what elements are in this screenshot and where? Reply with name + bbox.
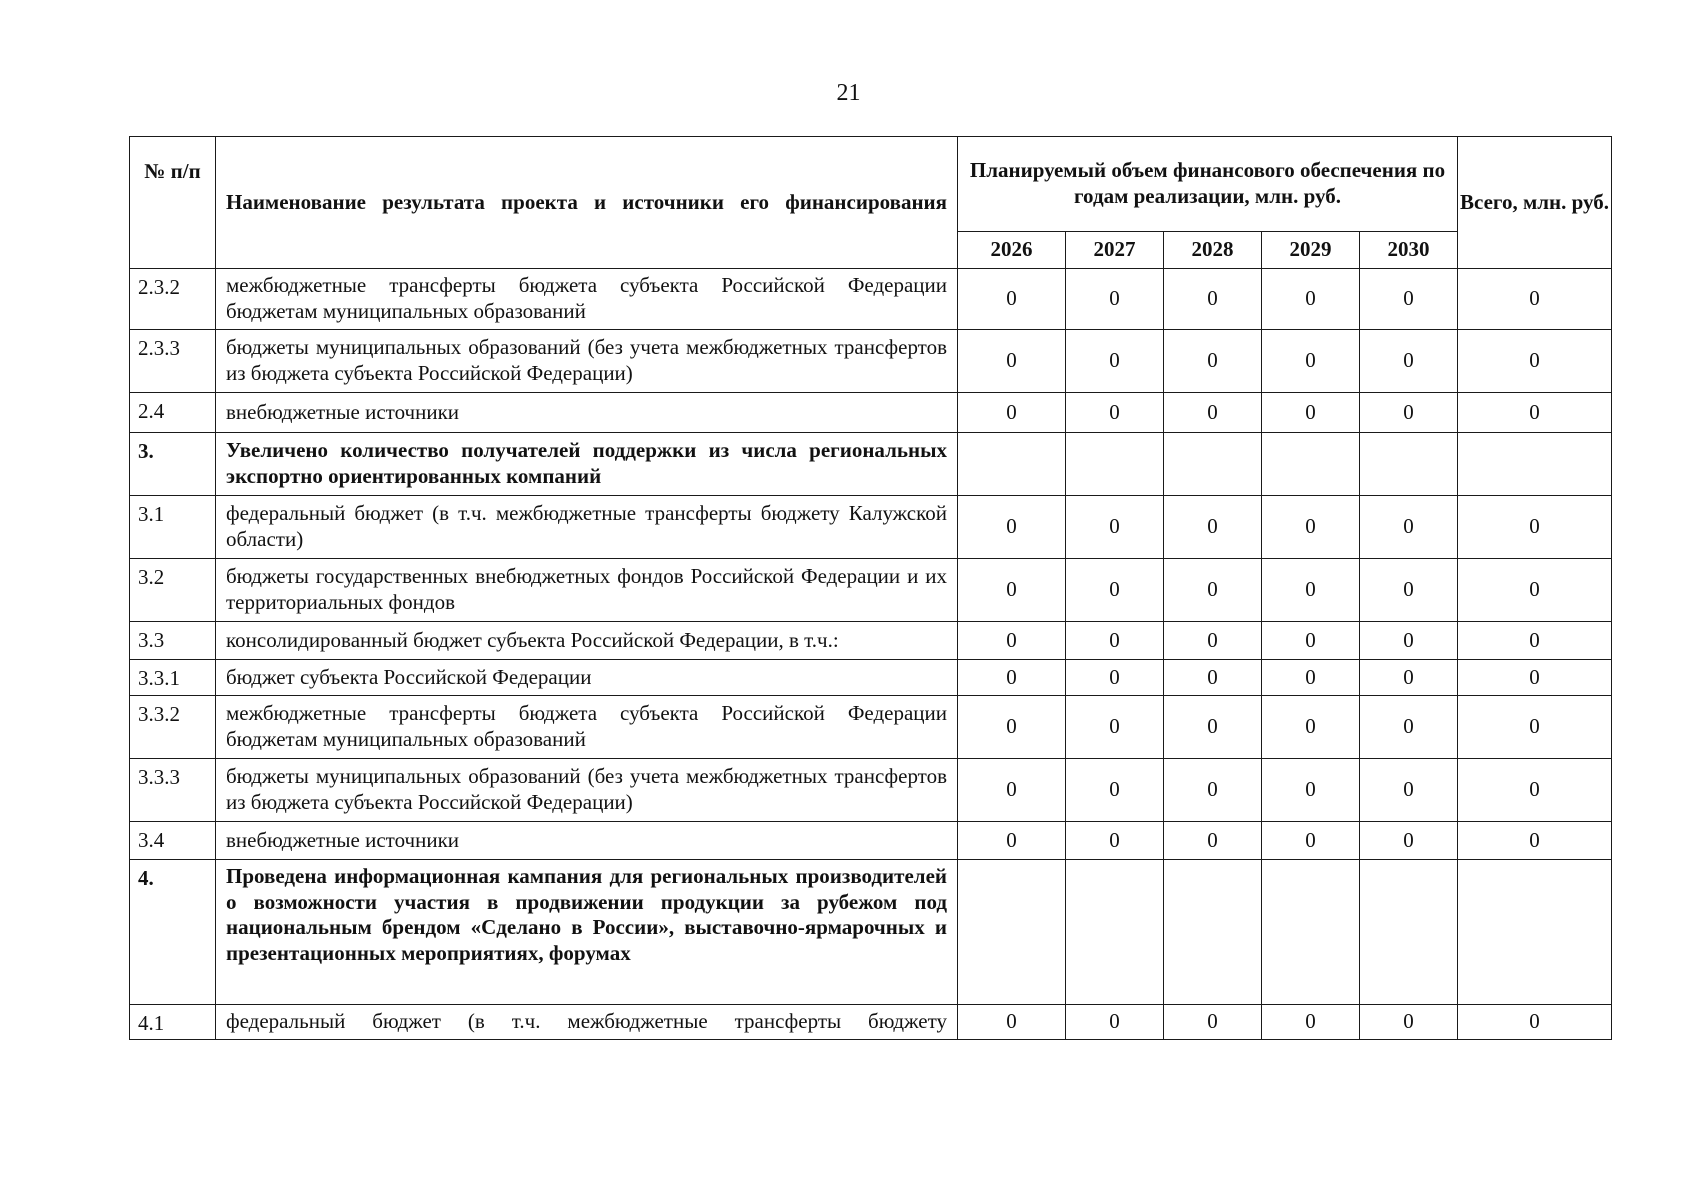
total-cell: 0 xyxy=(1458,696,1612,759)
value-cell: 0 xyxy=(1360,1005,1458,1040)
value-cell: 0 xyxy=(1066,496,1164,559)
value-cell: 0 xyxy=(1360,269,1458,330)
total-cell: 0 xyxy=(1458,393,1612,433)
value-cell: 0 xyxy=(958,822,1066,860)
row-number: 3.2 xyxy=(130,559,216,622)
value-cell: 0 xyxy=(1164,393,1262,433)
value-cell: 0 xyxy=(1360,759,1458,822)
total-cell xyxy=(1458,860,1612,1005)
value-cell: 0 xyxy=(1164,696,1262,759)
row-number: 3.3.3 xyxy=(130,759,216,822)
value-cell: 0 xyxy=(1164,660,1262,696)
row-name: консолидированный бюджет субъекта Российской Федерации, в т.ч.: xyxy=(216,622,958,660)
value-cell: 0 xyxy=(1360,496,1458,559)
value-cell: 0 xyxy=(958,393,1066,433)
row-name: межбюджетные трансферты бюджета субъекта Российской Федерации бюджетам муниципальных образований xyxy=(216,269,958,330)
value-cell xyxy=(1066,433,1164,496)
row-number: 3.3.2 xyxy=(130,696,216,759)
table-row xyxy=(130,393,1612,433)
header-year: 2030 xyxy=(1360,232,1458,269)
value-cell: 0 xyxy=(1066,393,1164,433)
value-cell: 0 xyxy=(1164,559,1262,622)
value-cell: 0 xyxy=(1066,759,1164,822)
row-name: бюджеты муниципальных образований (без учета межбюджетных трансфертов из бюджета субъекта Российской Федерации) xyxy=(216,759,958,822)
value-cell: 0 xyxy=(1262,496,1360,559)
table-row xyxy=(130,696,1612,759)
header-total: Всего, млн. руб. xyxy=(1458,137,1612,269)
value-cell xyxy=(958,860,1066,1005)
row-name: внебюджетные источники xyxy=(216,822,958,860)
value-cell: 0 xyxy=(1360,660,1458,696)
value-cell xyxy=(958,433,1066,496)
table-row xyxy=(130,269,1612,330)
value-cell xyxy=(1360,433,1458,496)
value-cell: 0 xyxy=(1360,559,1458,622)
table-row-group xyxy=(130,860,1612,1005)
row-number: 3. xyxy=(130,433,216,496)
row-name: бюджеты муниципальных образований (без учета межбюджетных трансфертов из бюджета субъекта Российской Федерации) xyxy=(216,330,958,393)
value-cell: 0 xyxy=(1164,496,1262,559)
value-cell: 0 xyxy=(1360,696,1458,759)
total-cell: 0 xyxy=(1458,496,1612,559)
total-cell: 0 xyxy=(1458,1005,1612,1040)
row-name: бюджет субъекта Российской Федерации xyxy=(216,660,958,696)
value-cell: 0 xyxy=(1262,622,1360,660)
financing-table xyxy=(129,136,1612,1040)
value-cell: 0 xyxy=(1262,330,1360,393)
table-row xyxy=(130,822,1612,860)
value-cell: 0 xyxy=(1262,393,1360,433)
value-cell: 0 xyxy=(1066,660,1164,696)
value-cell xyxy=(1262,433,1360,496)
total-cell: 0 xyxy=(1458,559,1612,622)
total-cell: 0 xyxy=(1458,759,1612,822)
table-row xyxy=(130,330,1612,393)
value-cell: 0 xyxy=(958,559,1066,622)
table-row-group xyxy=(130,433,1612,496)
row-number: 2.3.2 xyxy=(130,269,216,330)
value-cell: 0 xyxy=(1164,269,1262,330)
row-number: 4. xyxy=(130,860,216,1005)
row-number: 3.3.1 xyxy=(130,660,216,696)
table-row xyxy=(130,622,1612,660)
header-planned-volume: Планируемый объем финансового обеспечения по годам реализации, млн. руб. xyxy=(958,137,1458,232)
table-row xyxy=(130,559,1612,622)
header-year: 2028 xyxy=(1164,232,1262,269)
table-row xyxy=(130,1005,1612,1040)
value-cell: 0 xyxy=(1066,269,1164,330)
table-row xyxy=(130,759,1612,822)
table-row xyxy=(130,660,1612,696)
total-cell xyxy=(1458,433,1612,496)
value-cell xyxy=(1360,860,1458,1005)
row-number: 3.3 xyxy=(130,622,216,660)
row-number: 3.4 xyxy=(130,822,216,860)
header-number: № п/п xyxy=(130,137,216,269)
value-cell: 0 xyxy=(1066,330,1164,393)
total-cell: 0 xyxy=(1458,622,1612,660)
row-number: 4.1 xyxy=(130,1005,216,1040)
value-cell: 0 xyxy=(1066,822,1164,860)
value-cell: 0 xyxy=(1262,269,1360,330)
value-cell xyxy=(1164,860,1262,1005)
total-cell: 0 xyxy=(1458,822,1612,860)
value-cell: 0 xyxy=(1164,1005,1262,1040)
header-year: 2026 xyxy=(958,232,1066,269)
value-cell: 0 xyxy=(1360,393,1458,433)
value-cell: 0 xyxy=(958,269,1066,330)
value-cell: 0 xyxy=(1360,622,1458,660)
value-cell: 0 xyxy=(1164,759,1262,822)
value-cell: 0 xyxy=(1066,1005,1164,1040)
value-cell: 0 xyxy=(1262,1005,1360,1040)
value-cell: 0 xyxy=(1262,559,1360,622)
total-cell: 0 xyxy=(1458,330,1612,393)
row-name: межбюджетные трансферты бюджета субъекта Российской Федерации бюджетам муниципальных образований xyxy=(216,696,958,759)
value-cell: 0 xyxy=(958,660,1066,696)
value-cell: 0 xyxy=(958,330,1066,393)
row-name: Проведена информационная кампания для региональных производителей о возможности участия в продвижении продукции за рубежом под национальным брендом «Сделано в России», выставочно-ярмарочных и презентационных мероприятиях, форумах xyxy=(216,860,958,1005)
page-number: 21 xyxy=(836,80,861,106)
header-year: 2029 xyxy=(1262,232,1360,269)
value-cell: 0 xyxy=(1066,559,1164,622)
value-cell: 0 xyxy=(958,496,1066,559)
value-cell: 0 xyxy=(1262,759,1360,822)
table-row xyxy=(130,496,1612,559)
value-cell xyxy=(1164,433,1262,496)
value-cell: 0 xyxy=(1262,696,1360,759)
total-cell: 0 xyxy=(1458,660,1612,696)
table-header xyxy=(130,137,1612,269)
row-name: бюджеты государственных внебюджетных фондов Российской Федерации и их территориальных фондов xyxy=(216,559,958,622)
value-cell: 0 xyxy=(1262,660,1360,696)
row-number: 3.1 xyxy=(130,496,216,559)
total-cell: 0 xyxy=(1458,269,1612,330)
header-year: 2027 xyxy=(1066,232,1164,269)
row-name: Увеличено количество получателей поддержки из числа региональных экспортно ориентированных компаний xyxy=(216,433,958,496)
row-number: 2.3.3 xyxy=(130,330,216,393)
value-cell: 0 xyxy=(1164,622,1262,660)
row-number: 2.4 xyxy=(130,393,216,433)
value-cell: 0 xyxy=(1360,822,1458,860)
value-cell xyxy=(1262,860,1360,1005)
header-name: Наименование результата проекта и источники его финансирования xyxy=(216,137,958,269)
row-name: федеральный бюджет (в т.ч. межбюджетные трансферты бюджету Калужской области) xyxy=(216,496,958,559)
value-cell: 0 xyxy=(1066,696,1164,759)
value-cell: 0 xyxy=(958,622,1066,660)
value-cell: 0 xyxy=(1164,330,1262,393)
value-cell xyxy=(1066,860,1164,1005)
value-cell: 0 xyxy=(1066,622,1164,660)
value-cell: 0 xyxy=(1164,822,1262,860)
value-cell: 0 xyxy=(1360,330,1458,393)
row-name: внебюджетные источники xyxy=(216,393,958,433)
value-cell: 0 xyxy=(958,1005,1066,1040)
value-cell: 0 xyxy=(958,759,1066,822)
value-cell: 0 xyxy=(1262,822,1360,860)
value-cell: 0 xyxy=(958,696,1066,759)
row-name: федеральный бюджет (в т.ч. межбюджетные трансферты бюджету xyxy=(216,1005,958,1040)
